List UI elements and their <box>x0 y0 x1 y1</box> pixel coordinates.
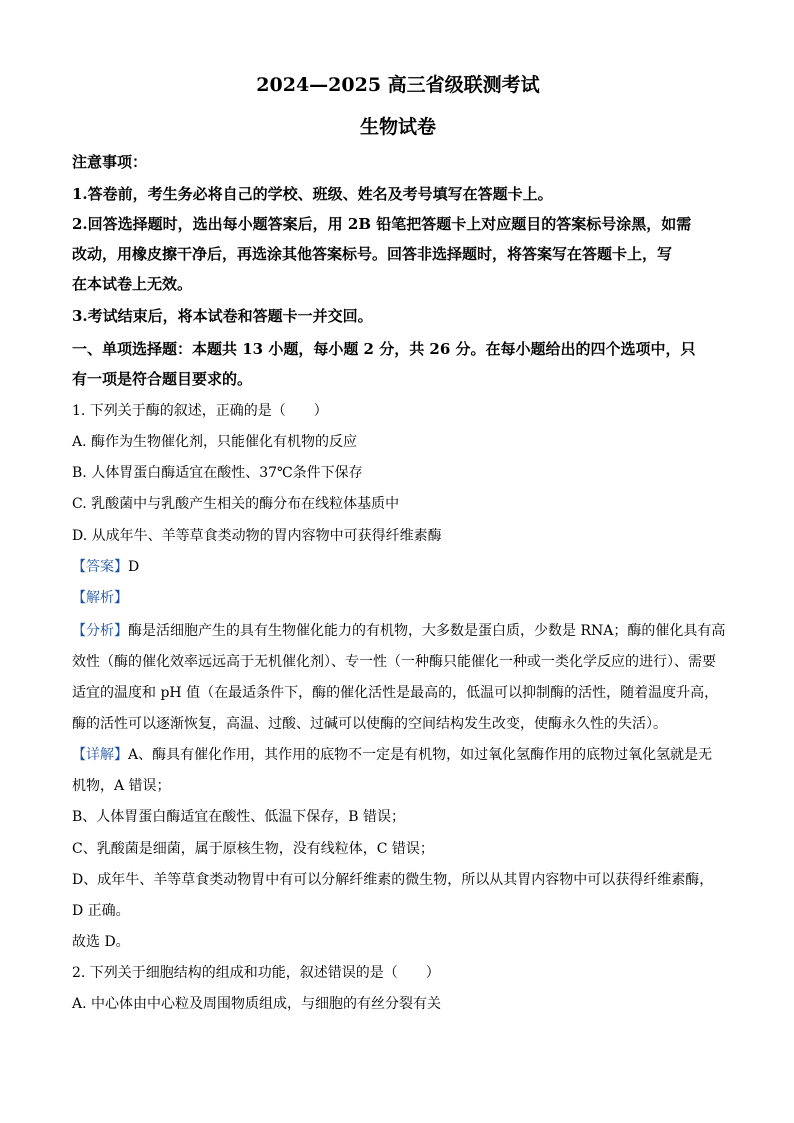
section-heading: 有一项是符合题目要求的。 <box>72 370 253 388</box>
question-1-option-d: D. 从成年牛、羊等草食类动物的胃内容物中可获得纤维素酶 <box>72 528 442 544</box>
exam-subject: 生物试卷 <box>359 116 436 138</box>
detail-text: A、酶具有催化作用，其作用的底物不一定是有机物，如过氧化氢酶作用的底物过氧化氢就是无 <box>128 747 713 763</box>
notice-line: 2.回答选择题时，选出每小题答案后，用 2B 铅笔把答题卡上对应题目的答案标号涂黑，如需 <box>72 215 692 233</box>
question-1-option-b: B. 人体胃蛋白酶适宜在酸性、37℃条件下保存 <box>72 465 363 481</box>
detail-tag: 【详解】 <box>72 747 128 763</box>
question-1-option-c: C. 乳酸菌中与乳酸产生相关的酶分布在线粒体基质中 <box>72 496 400 512</box>
analysis-text: 酶是活细胞产生的具有生物催化能力的有机物，大多数是蛋白质，少数是 RNA；酶的催化具有高 <box>128 623 726 639</box>
detail-text: B、人体胃蛋白酶适宜在酸性、低温下保存，B 错误； <box>72 809 406 825</box>
answer-line <box>72 556 139 576</box>
answer-value: D <box>128 559 140 575</box>
exam-title: 2024—2025 高三省级联测考试 <box>256 74 540 96</box>
analysis-text: 酶的活性可以逐渐恢复，高温、过酸、过碱可以使酶的空间结构发生改变，使酶永久性的失活）。 <box>72 716 667 732</box>
detail-text: D 正确。 <box>72 903 130 919</box>
section-heading: 一、单项选择题：本题共 13 小题，每小题 2 分，共 26 分。在每小题给出的四个选项中，只 <box>72 340 696 358</box>
answer-tag: 【答案】 <box>72 559 128 575</box>
notice-line: 3.考试结束后，将本试卷和答题卡一并交回。 <box>72 307 373 325</box>
notice-heading: 注意事项： <box>72 153 148 171</box>
notice-line: 在本试卷上无效。 <box>72 275 193 293</box>
analysis-line <box>72 620 725 640</box>
choice-conclusion: 故选 D。 <box>72 934 130 950</box>
analysis-tag: 【分析】 <box>72 623 128 639</box>
detail-text: 机物，A 错误； <box>72 778 171 794</box>
notice-line: 改动，用橡皮擦干净后，再选涂其他答案标号。回答非选择题时，将答案写在答题卡上，写 <box>72 245 673 263</box>
detail-text: D、成年牛、羊等草食类动物胃中有可以分解纤维素的微生物，所以从其胃内容物中可以获得纤维素酶， <box>72 872 714 888</box>
notice-line: 1.答卷前，考生务必将自己的学校、班级、姓名及考号填写在答题卡上。 <box>72 185 553 203</box>
analysis-text: 适宜的温度和 pH 值（在最适条件下，酶的催化活性是最高的，低温可以抑制酶的活性，随着温度升高， <box>72 685 719 701</box>
detail-line <box>72 744 712 764</box>
question-2-option-a: A. 中心体由中心粒及周围物质组成，与细胞的有丝分裂有关 <box>72 996 442 1012</box>
question-1-stem: 1. 下列关于酶的叙述，正确的是（ ） <box>72 403 328 419</box>
question-1-option-a: A. 酶作为生物催化剂，只能催化有机物的反应 <box>72 434 358 450</box>
explanation-tag: 【解析】 <box>72 590 128 606</box>
question-2-stem: 2. 下列关于细胞结构的组成和功能，叙述错误的是（ ） <box>72 965 440 981</box>
detail-text: C、乳酸菌是细菌，属于原核生物，没有线粒体，C 错误； <box>72 841 434 857</box>
analysis-text: 效性（酶的催化效率远远高于无机催化剂）、专一性（一种酶只能催化一种或一类化学反应的进行）、需要 <box>72 654 716 670</box>
